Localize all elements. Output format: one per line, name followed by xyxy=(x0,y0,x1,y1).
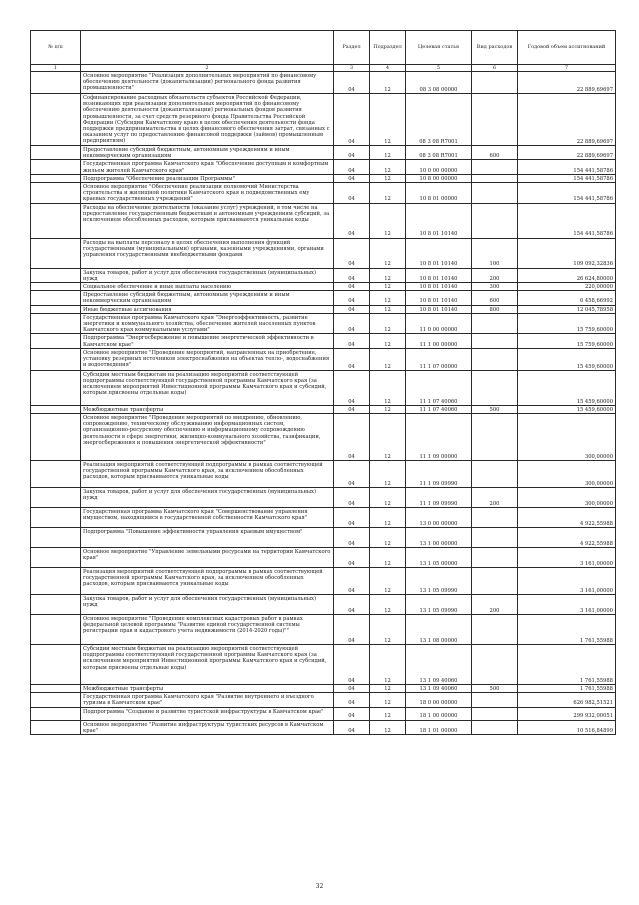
row-target-article: 11 1 09 00000 xyxy=(406,414,472,461)
row-subsection: 12 xyxy=(370,707,406,720)
row-num xyxy=(31,72,81,94)
row-section: 04 xyxy=(334,707,370,720)
table-row xyxy=(31,414,616,461)
row-target-article: 11 1 09 09990 xyxy=(406,461,472,488)
row-expense-type xyxy=(472,183,518,204)
row-amount: 154 441,58786 xyxy=(518,174,616,182)
row-name: Подпрограмма "Повышение эффективности управления краевым имуществом" xyxy=(81,528,334,548)
row-expense-type: 200 xyxy=(472,595,518,615)
header-subsection: Подраздел xyxy=(370,31,406,65)
row-section: 04 xyxy=(334,370,370,405)
row-name: Расходы на обеспечение деятельности (оказание услуг) учреждений, в том числе на предоставление государственным бюджетным и автономным учреждениям субсидий, за исключением обособленных расходов, которым присваиваются уникальные коды xyxy=(81,203,334,238)
row-num xyxy=(31,183,81,204)
row-name: Софинансирование расходных обязательств субъектов Российской Федерации, возникающих при реализации дополнительных мероприятий по финансовому обеспечению деятельности (докапитализации) региональных фондов развития промышленности, за счет средств резервного фонда Правительства Российской Федерации (Субсидии Камчатскому краю в целях обеспечения деятельности фонда поддержки предпринимательства в целях финансового обеспечения затрат, связанных с оказанием услуг по предоставлению финансовой поддержки (займов) промышленным предприятиям) xyxy=(81,94,334,146)
row-num xyxy=(31,508,81,528)
row-section: 04 xyxy=(334,615,370,645)
column-number: 7 xyxy=(518,65,616,72)
row-expense-type: 600 xyxy=(472,291,518,305)
row-target-article: 13 1 09 40060 xyxy=(406,685,472,693)
row-expense-type: 600 xyxy=(472,146,518,160)
row-target-article: 10 8 01 10140 xyxy=(406,283,472,291)
header-section: Раздел xyxy=(334,31,370,65)
row-subsection: 12 xyxy=(370,685,406,693)
row-amount: 3 161,00000 xyxy=(518,548,616,568)
row-subsection: 12 xyxy=(370,183,406,204)
row-name: Субсидии местным бюджетам на реализацию мероприятий соответствующей подпрограммы соответствующей государственной программы Камчатского края (за исключением мероприятий Инвестиционной программы Камчатского края и субсидий, которым присвоены отдельные коды) xyxy=(81,370,334,405)
row-target-article: 08 3 08 R7001 xyxy=(406,146,472,160)
row-section: 04 xyxy=(334,645,370,685)
row-subsection: 12 xyxy=(370,291,406,305)
row-target-article: 10 8 01 10140 xyxy=(406,203,472,238)
row-expense-type xyxy=(472,528,518,548)
row-name: Подпрограмма "Энергосбережение и повышение энергетической эффективности в Камчатском крае" xyxy=(81,334,334,348)
row-subsection: 12 xyxy=(370,334,406,348)
row-section: 04 xyxy=(334,146,370,160)
row-target-article: 08 3 08 R7001 xyxy=(406,94,472,146)
row-target-article: 13 1 09 40060 xyxy=(406,645,472,685)
row-amount: 10 516,84899 xyxy=(518,720,616,734)
row-num xyxy=(31,348,81,370)
table-row xyxy=(31,305,616,313)
row-num xyxy=(31,595,81,615)
row-target-article: 18 1 01 00000 xyxy=(406,720,472,734)
row-subsection: 12 xyxy=(370,160,406,174)
row-amount: 3 161,00000 xyxy=(518,595,616,615)
table-row xyxy=(31,291,616,305)
row-expense-type xyxy=(472,693,518,707)
row-section: 04 xyxy=(334,238,370,268)
column-number: 6 xyxy=(472,65,518,72)
row-target-article: 11 1 07 40060 xyxy=(406,405,472,413)
row-amount: 1 761,55988 xyxy=(518,615,616,645)
row-section: 04 xyxy=(334,405,370,413)
row-subsection: 12 xyxy=(370,238,406,268)
row-amount: 12 045,78958 xyxy=(518,305,616,313)
row-amount: 626 982,51521 xyxy=(518,693,616,707)
row-target-article: 18 1 00 00000 xyxy=(406,707,472,720)
row-expense-type xyxy=(472,461,518,488)
row-expense-type xyxy=(472,720,518,734)
row-num xyxy=(31,334,81,348)
row-section: 04 xyxy=(334,305,370,313)
row-name: Подпрограмма "Создание и развитие туристской инфраструктуры в Камчатском крае" xyxy=(81,707,334,720)
row-section: 04 xyxy=(334,313,370,334)
row-section: 04 xyxy=(334,160,370,174)
row-name: Государственная программа Камчатского края "Энергоэффективность, развитие энергетики и коммунального хозяйства, обеспечение жителей населенных пунктов Камчатского края коммунальными услугами" xyxy=(81,313,334,334)
row-subsection: 12 xyxy=(370,313,406,334)
table-row xyxy=(31,615,616,645)
row-name: Основное мероприятие "Обеспечение реализации полномочий Министерства строительства и жилищной политики Камчатского края и подведомственных ему краевых государственных учреждений" xyxy=(81,183,334,204)
table-row xyxy=(31,707,616,720)
row-expense-type xyxy=(472,313,518,334)
table-row xyxy=(31,370,616,405)
row-amount: 1 761,55988 xyxy=(518,645,616,685)
row-section: 04 xyxy=(334,334,370,348)
table-row xyxy=(31,405,616,413)
row-name: Реализация мероприятий соответствующей подпрограммы в рамках соответствующей государственной программы Камчатского края, за исключением обособленных расходов, которым присваиваются уникальные коды xyxy=(81,568,334,595)
row-target-article: 08 3 08 00000 xyxy=(406,72,472,94)
row-subsection: 12 xyxy=(370,568,406,595)
row-amount: 299 932,00051 xyxy=(518,707,616,720)
row-subsection: 12 xyxy=(370,414,406,461)
row-num xyxy=(31,488,81,508)
row-section: 04 xyxy=(334,685,370,693)
row-name: Основное мероприятие "Проведение комплексных кадастровых работ в рамках федеральной целевой программы "Развитие единой государственной системы регистрации прав и кадастрового учета недвижимости (2014-2020 годы)"" xyxy=(81,615,334,645)
row-num xyxy=(31,685,81,693)
row-section: 04 xyxy=(334,94,370,146)
row-expense-type xyxy=(472,548,518,568)
row-name: Государственная программа Камчатского края "Развитие внутреннего и въездного туризма в Камчатском крае" xyxy=(81,693,334,707)
row-expense-type: 200 xyxy=(472,268,518,282)
row-name: Основное мероприятие "Реализация дополнительных мероприятий по финансовому обеспечению деятельности (докапитализации) регионального фонда развития промышленности" xyxy=(81,72,334,94)
row-expense-type: 500 xyxy=(472,685,518,693)
row-subsection: 12 xyxy=(370,595,406,615)
row-name: Иные бюджетные ассигнования xyxy=(81,305,334,313)
column-number: 5 xyxy=(406,65,472,72)
row-amount: 300,00000 xyxy=(518,488,616,508)
table-row xyxy=(31,568,616,595)
row-expense-type xyxy=(472,645,518,685)
table-row xyxy=(31,488,616,508)
row-name: Основное мероприятие "Проведение мероприятий, направленных на приобретение, установку резервных источников электроснабжения на объектах тепло-, водоснабжения и водоотведения" xyxy=(81,348,334,370)
row-subsection: 12 xyxy=(370,283,406,291)
table-row xyxy=(31,313,616,334)
table-row xyxy=(31,174,616,182)
row-target-article: 13 1 05 00000 xyxy=(406,548,472,568)
row-subsection: 12 xyxy=(370,370,406,405)
row-target-article: 11 1 09 09990 xyxy=(406,488,472,508)
row-num xyxy=(31,146,81,160)
row-name: Реализация мероприятий соответствующей подпрограммы в рамках соответствующей государственной программы Камчатского края, за исключением обособленных расходов, которым присваиваются уникальные коды xyxy=(81,461,334,488)
row-name: Межбюджетные трансферты xyxy=(81,405,334,413)
row-subsection: 12 xyxy=(370,405,406,413)
row-amount: 26 624,80000 xyxy=(518,268,616,282)
row-subsection: 12 xyxy=(370,174,406,182)
row-num xyxy=(31,615,81,645)
row-num xyxy=(31,645,81,685)
page-number: 32 xyxy=(315,883,324,890)
row-subsection: 12 xyxy=(370,720,406,734)
row-expense-type xyxy=(472,568,518,595)
table-row xyxy=(31,645,616,685)
row-amount: 154 441,58786 xyxy=(518,160,616,174)
row-expense-type: 800 xyxy=(472,305,518,313)
row-section: 04 xyxy=(334,291,370,305)
budget-table xyxy=(30,30,616,735)
row-amount: 22 889,69697 xyxy=(518,72,616,94)
row-name: Субсидии местным бюджетам на реализацию мероприятий соответствующей подпрограммы соответствующей государственной программы Камчатского края (за исключением мероприятий Инвестиционной программы Камчатского края и субсидий, которым присвоены отдельные коды) xyxy=(81,645,334,685)
row-section: 04 xyxy=(334,348,370,370)
row-name: Предоставление субсидий бюджетным, автономным учреждениям и иным некоммерческим организациям xyxy=(81,146,334,160)
table-row xyxy=(31,348,616,370)
row-section: 04 xyxy=(334,508,370,528)
row-target-article: 13 1 05 09990 xyxy=(406,568,472,595)
table-row xyxy=(31,238,616,268)
row-num xyxy=(31,160,81,174)
table-row xyxy=(31,461,616,488)
row-amount: 15 459,60000 xyxy=(518,405,616,413)
row-num xyxy=(31,707,81,720)
row-num xyxy=(31,174,81,182)
table-row xyxy=(31,268,616,282)
table-header-row xyxy=(31,31,616,65)
row-section: 04 xyxy=(334,283,370,291)
row-target-article: 10 8 01 10140 xyxy=(406,305,472,313)
row-num xyxy=(31,238,81,268)
table-row xyxy=(31,685,616,693)
column-number: 4 xyxy=(370,65,406,72)
row-section: 04 xyxy=(334,693,370,707)
row-expense-type: 100 xyxy=(472,238,518,268)
row-amount: 154 441,58786 xyxy=(518,183,616,204)
row-subsection: 12 xyxy=(370,94,406,146)
row-subsection: 12 xyxy=(370,72,406,94)
header-name xyxy=(81,31,334,65)
row-num xyxy=(31,268,81,282)
row-expense-type: 500 xyxy=(472,405,518,413)
row-target-article: 18 0 00 00000 xyxy=(406,693,472,707)
row-num xyxy=(31,94,81,146)
table-row xyxy=(31,203,616,238)
row-num xyxy=(31,203,81,238)
row-amount: 3 161,00000 xyxy=(518,568,616,595)
row-name: Закупка товаров, работ и услуг для обеспечения государственных (муниципальных) нужд xyxy=(81,488,334,508)
row-num xyxy=(31,461,81,488)
row-name: Подпрограмма "Обеспечение реализации Программы" xyxy=(81,174,334,182)
row-amount: 22 889,69697 xyxy=(518,94,616,146)
row-target-article: 11 0 00 00000 xyxy=(406,313,472,334)
row-num xyxy=(31,528,81,548)
row-num xyxy=(31,305,81,313)
row-section: 04 xyxy=(334,548,370,568)
row-subsection: 12 xyxy=(370,645,406,685)
row-subsection: 12 xyxy=(370,203,406,238)
row-expense-type xyxy=(472,508,518,528)
table-row xyxy=(31,528,616,548)
row-section: 04 xyxy=(334,183,370,204)
row-expense-type: 200 xyxy=(472,488,518,508)
row-section: 04 xyxy=(334,595,370,615)
row-section: 04 xyxy=(334,414,370,461)
column-number: 1 xyxy=(31,65,81,72)
row-amount: 15 759,60000 xyxy=(518,313,616,334)
row-section: 04 xyxy=(334,568,370,595)
row-section: 04 xyxy=(334,488,370,508)
row-num xyxy=(31,313,81,334)
row-target-article: 11 1 07 40060 xyxy=(406,370,472,405)
row-expense-type xyxy=(472,94,518,146)
row-target-article: 10 8 01 00000 xyxy=(406,183,472,204)
header-amount: Годовой объем ассигнований xyxy=(518,31,616,65)
row-target-article: 13 1 05 09990 xyxy=(406,595,472,615)
row-expense-type xyxy=(472,707,518,720)
row-target-article: 10 8 00 00000 xyxy=(406,174,472,182)
row-name: Закупка товаров, работ и услуг для обеспечения государственных (муниципальных) нужд xyxy=(81,595,334,615)
row-section: 04 xyxy=(334,461,370,488)
row-section: 04 xyxy=(334,268,370,282)
row-name: Межбюджетные трансферты xyxy=(81,685,334,693)
row-target-article: 13 0 00 00000 xyxy=(406,508,472,528)
row-num xyxy=(31,568,81,595)
row-num xyxy=(31,693,81,707)
table-row xyxy=(31,693,616,707)
row-expense-type xyxy=(472,370,518,405)
row-num xyxy=(31,414,81,461)
column-number: 3 xyxy=(334,65,370,72)
row-name: Основное мероприятие "Развитие инфраструктуры туристских ресурсов в Камчатском крае" xyxy=(81,720,334,734)
row-subsection: 12 xyxy=(370,693,406,707)
row-target-article: 10 8 01 10140 xyxy=(406,238,472,268)
row-subsection: 12 xyxy=(370,461,406,488)
row-section: 04 xyxy=(334,203,370,238)
table-row xyxy=(31,283,616,291)
table-row xyxy=(31,160,616,174)
row-name: Расходы на выплаты персоналу в целях обеспечения выполнения функций государственными (муниципальными) органами, казенными учреждениями, органами управления государственными внебюджетными фондами xyxy=(81,238,334,268)
row-num xyxy=(31,370,81,405)
row-name: Социальное обеспечение и иные выплаты населению xyxy=(81,283,334,291)
row-amount: 15 459,60000 xyxy=(518,370,616,405)
row-num xyxy=(31,291,81,305)
row-subsection: 12 xyxy=(370,548,406,568)
row-amount: 300,00000 xyxy=(518,414,616,461)
row-target-article: 11 1 00 00000 xyxy=(406,334,472,348)
row-expense-type xyxy=(472,334,518,348)
row-subsection: 12 xyxy=(370,615,406,645)
row-subsection: 12 xyxy=(370,305,406,313)
row-subsection: 12 xyxy=(370,268,406,282)
row-amount: 154 441,58786 xyxy=(518,203,616,238)
row-section: 04 xyxy=(334,528,370,548)
row-expense-type xyxy=(472,414,518,461)
row-target-article: 13 1 00 00000 xyxy=(406,528,472,548)
header-num: № п/п xyxy=(31,31,81,65)
row-amount: 109 092,32836 xyxy=(518,238,616,268)
row-amount: 4 922,55988 xyxy=(518,508,616,528)
row-target-article: 11 1 07 00000 xyxy=(406,348,472,370)
row-amount: 1 761,55988 xyxy=(518,685,616,693)
table-row xyxy=(31,146,616,160)
table-row xyxy=(31,548,616,568)
row-amount: 6 458,66992 xyxy=(518,291,616,305)
table-row xyxy=(31,183,616,204)
column-number: 2 xyxy=(81,65,334,72)
row-expense-type xyxy=(472,160,518,174)
row-expense-type xyxy=(472,348,518,370)
row-amount: 220,00000 xyxy=(518,283,616,291)
row-expense-type: 300 xyxy=(472,283,518,291)
row-num xyxy=(31,720,81,734)
row-expense-type xyxy=(472,615,518,645)
table-body xyxy=(31,72,616,735)
row-subsection: 12 xyxy=(370,146,406,160)
row-target-article: 10 8 01 10140 xyxy=(406,291,472,305)
row-name: Предоставление субсидий бюджетным, автономным учреждениям и иным некоммерческим организациям xyxy=(81,291,334,305)
row-name: Государственная программа Камчатского края "Обеспечение доступным и комфортным жильем жителей Камчатского края" xyxy=(81,160,334,174)
row-num xyxy=(31,405,81,413)
row-num xyxy=(31,548,81,568)
row-amount: 300,00000 xyxy=(518,461,616,488)
row-expense-type xyxy=(472,72,518,94)
row-section: 04 xyxy=(334,72,370,94)
row-name: Основное мероприятие "Управление земельными ресурсами на территории Камчатского края" xyxy=(81,548,334,568)
row-name: Основное мероприятие "Проведение мероприятий по внедрению, обновлению, сопровождению, техническому обслуживанию информационных систем, организационно-ресурсному обеспечению и информационному сопровождению деятельности в сфере энергетики, жилищно-коммунального хозяйства, газификации, энергосбережения и повышения энергетической эффективности" xyxy=(81,414,334,461)
table-row xyxy=(31,94,616,146)
row-target-article: 10 0 00 00000 xyxy=(406,160,472,174)
row-subsection: 12 xyxy=(370,508,406,528)
header-expense: Вид расходов xyxy=(472,31,518,65)
row-subsection: 12 xyxy=(370,528,406,548)
row-expense-type xyxy=(472,203,518,238)
table-row xyxy=(31,72,616,94)
header-target: Целевая статья xyxy=(406,31,472,65)
row-num xyxy=(31,283,81,291)
row-subsection: 12 xyxy=(370,488,406,508)
row-target-article: 13 1 08 00000 xyxy=(406,615,472,645)
row-name: Закупка товаров, работ и услуг для обеспечения государственных (муниципальных) нужд xyxy=(81,268,334,282)
table-row xyxy=(31,595,616,615)
row-expense-type xyxy=(472,174,518,182)
row-amount: 22 889,69697 xyxy=(518,146,616,160)
table-row xyxy=(31,508,616,528)
row-target-article: 10 8 01 10140 xyxy=(406,268,472,282)
row-amount: 15 459,60000 xyxy=(518,348,616,370)
row-amount: 15 759,60000 xyxy=(518,334,616,348)
row-section: 04 xyxy=(334,720,370,734)
table-row xyxy=(31,720,616,734)
column-number-row xyxy=(31,65,616,72)
row-subsection: 12 xyxy=(370,348,406,370)
row-name: Государственная программа Камчатского края "Совершенствование управления имуществом, находящимся в государственной собственности Камчатского края" xyxy=(81,508,334,528)
row-section: 04 xyxy=(334,174,370,182)
table-row xyxy=(31,334,616,348)
row-amount: 4 922,55988 xyxy=(518,528,616,548)
